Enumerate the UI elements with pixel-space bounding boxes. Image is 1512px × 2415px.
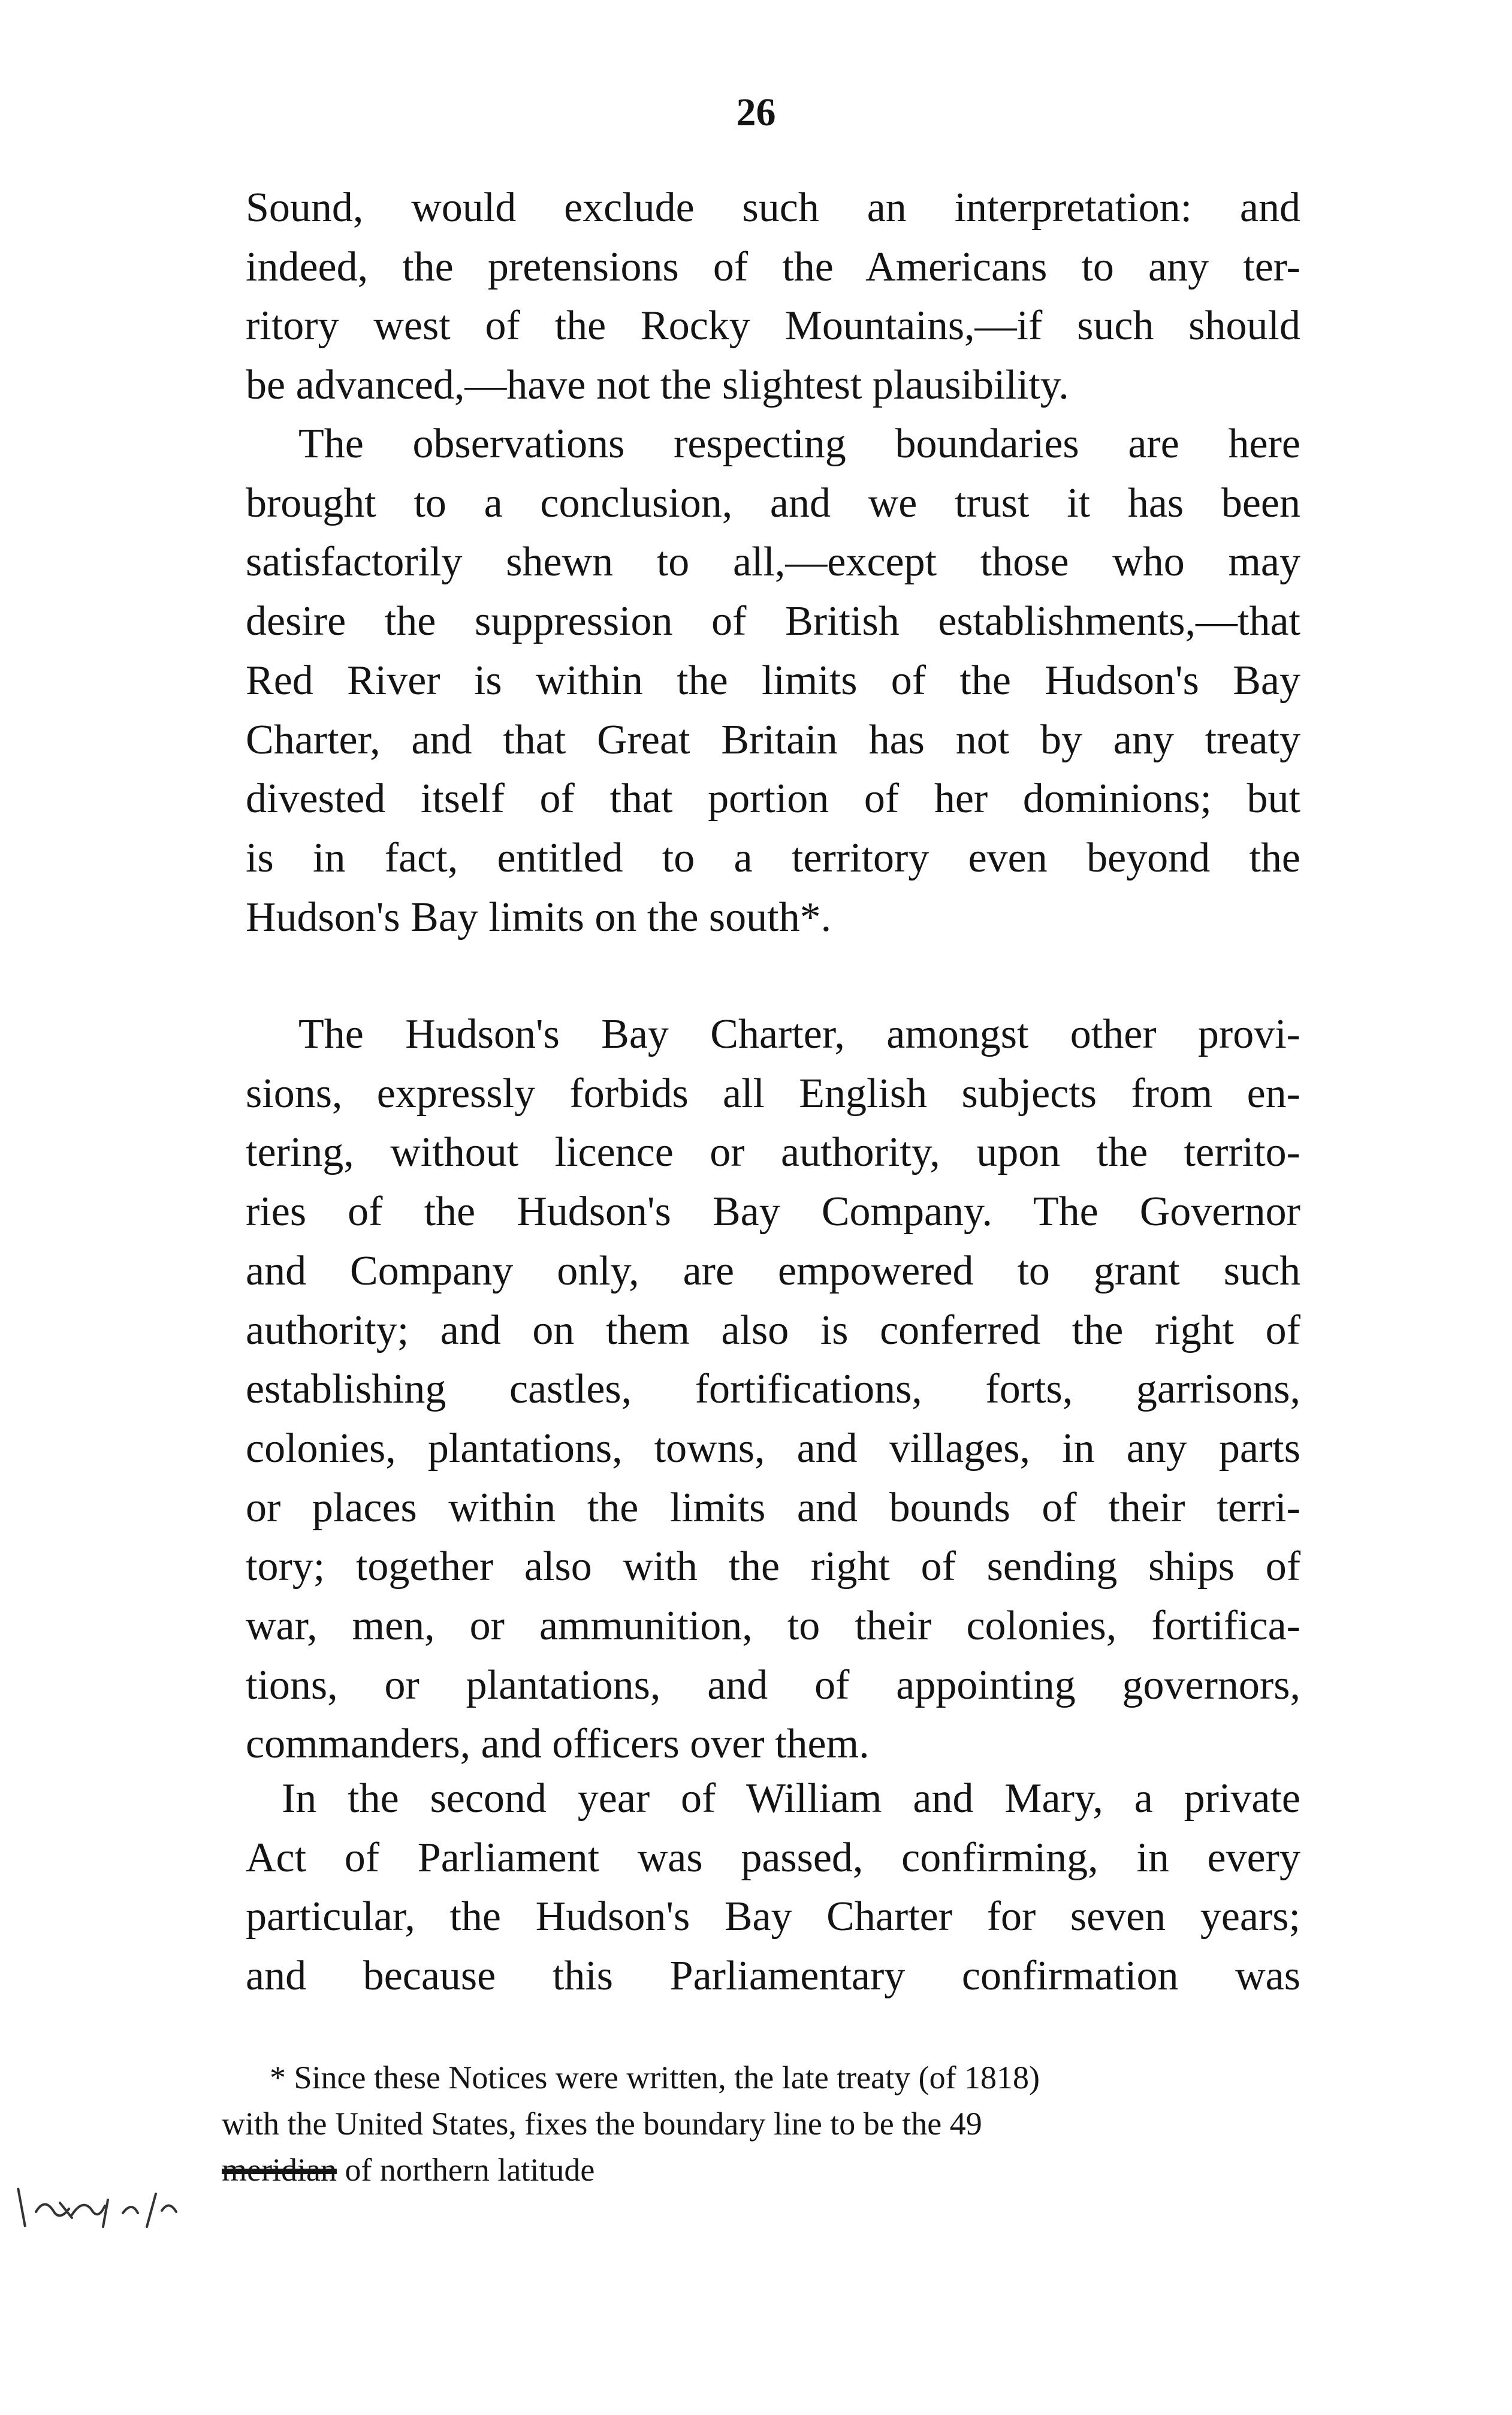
footnote: [222, 2055, 1300, 2193]
text-line: Sound, would exclude such an interpretation: and: [246, 185, 1300, 231]
paragraph-3: [246, 1005, 1300, 1774]
text-line: Hudson's Bay limits on the south*.: [246, 894, 832, 940]
text-line: commanders, and officers over them.: [246, 1721, 870, 1768]
text-line: brought to a conclusion, and we trust it has been: [246, 480, 1300, 526]
text-line: Red River is within the limits of the Hudson's Bay: [246, 657, 1300, 704]
footnote-text: of northern latitude: [336, 2152, 595, 2188]
text-line: desire the suppression of British establishments,—that: [246, 598, 1300, 645]
text-line: and Company only, are empowered to grant such: [246, 1247, 1300, 1294]
page-number: 26: [736, 91, 776, 134]
text-line: and because this Parliamentary confirmation was: [246, 1953, 1300, 2000]
text-line: sions, expressly forbids all English subjects from en-: [246, 1070, 1300, 1117]
text-line: authority; and on them also is conferred the right of: [246, 1307, 1300, 1353]
text-line: indeed, the pretensions of the Americans to any ter-: [246, 243, 1300, 290]
text-line: ritory west of the Rocky Mountains,—if such should: [246, 303, 1300, 349]
footnote-line: with the United States, fixes the boundary line to be the 49: [222, 2106, 982, 2142]
text-line: satisfactorily shewn to all,—except those who may: [246, 539, 1300, 586]
text-line: Charter, and that Great Britain has not by any treaty: [246, 716, 1300, 763]
text-line: establishing castles, fortifications, forts, garrisons,: [246, 1366, 1300, 1413]
text-line: ries of the Hudson's Bay Company. The Governor: [246, 1189, 1300, 1235]
text-line: Act of Parliament was passed, confirming, in every: [246, 1834, 1300, 1881]
text-line: or places within the limits and bounds of their terri-: [246, 1484, 1300, 1531]
paragraph-1: [246, 179, 1300, 415]
struck-word: meridian: [222, 2152, 337, 2188]
text-line: tory; together also with the right of sending ships of: [246, 1543, 1300, 1590]
text-line: particular, the Hudson's Bay Charter for seven years;: [246, 1894, 1300, 1940]
text-line: divested itself of that portion of her dominions; but: [246, 776, 1300, 822]
text-line: tering, without licence or authority, upon the territo-: [246, 1129, 1300, 1176]
footnote-line: [222, 2147, 1300, 2193]
text-line: be advanced,—have not the slightest plausibility.: [246, 362, 1069, 409]
text-line: colonies, plantations, towns, and villages, in any parts: [246, 1425, 1300, 1472]
text-line: tions, or plantations, and of appointing governors,: [246, 1662, 1300, 1708]
paragraph-2: [246, 415, 1300, 947]
text-line: In the second year of William and Mary, a private: [282, 1775, 1300, 1822]
text-line: is in fact, entitled to a territory even beyond the: [246, 834, 1300, 881]
paragraph-4: [246, 1769, 1300, 2006]
text-line: war, men, or ammunition, to their colonies, fortifica-: [246, 1603, 1300, 1650]
text-line: The Hudson's Bay Charter, amongst other provi-: [298, 1011, 1300, 1057]
handwritten-annotation: [12, 2170, 192, 2236]
footnote-line: * Since these Notices were written, the late treaty (of 1818): [270, 2060, 1040, 2096]
text-line: The observations respecting boundaries are here: [298, 421, 1300, 467]
